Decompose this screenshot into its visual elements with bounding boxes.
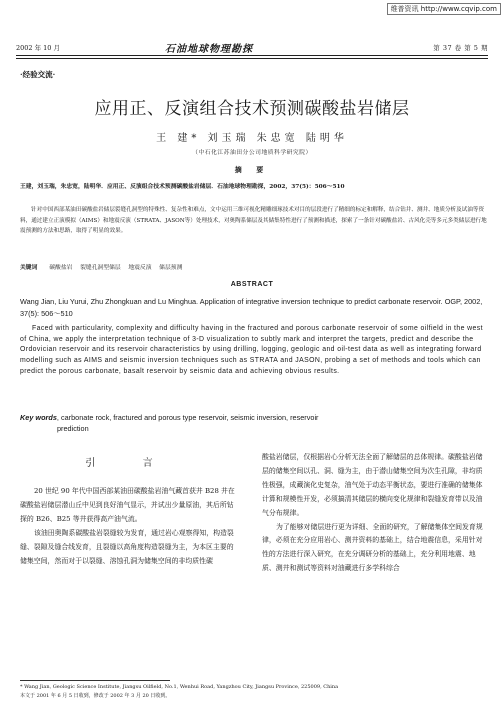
- keywords-en-line1: , carbonate rock, fractured and porous type reservoir, seismic inversion, reservoir: [56, 413, 319, 422]
- watermark-badge: 维普资讯 http://www.cqvip.com: [387, 3, 501, 15]
- abstract-body-en: Faced with particularity, complexity and difficulty having in the fractured and porous carbonate reservoir of some oilfield in the west of China, we apply the interpretation technique of 3-D visualization to subtly mark and interpret the targets, predict and describe the Ordovician reservoir and its reservoir characteristics by using drilling, logging, geologic and oil-test data as well as integrating forward modelling such as AIMS and seismic inversion techniques such as STRATA and JASON, probing a set of methods and tools which can predict the porous carbonate, basalt reservoir by seismic data and achieving obvious results.: [20, 325, 483, 375]
- keyword-item: 碳酸盐岩: [49, 265, 73, 271]
- footnote-rule: [20, 680, 170, 681]
- section-label: ·经验交流·: [20, 70, 56, 79]
- body-column-left: [20, 485, 240, 568]
- citation-cn: 王建，刘玉瑞，朱忠宽，陆明华．应用正、反演组合技术预测碳酸盐岩储层．石油地球物理勘探，2002，37(5)：506～510: [20, 184, 345, 190]
- footnote: [20, 683, 488, 700]
- keywords-en-line2: prediction: [57, 424, 89, 433]
- keywords-cn-label: 关键词: [20, 265, 38, 271]
- footnote-received: 本文于 2001 年 6 月 5 日收到，修改于 2002 年 3 月 20 日收到。: [20, 692, 171, 699]
- keywords-cn: [20, 262, 488, 271]
- paragraph: 该油田奥陶系碳酸盐岩裂缝较为发育，通过岩心观察得知，构造裂缝、裂隙及缝合线发育，且裂缝以高角度构造裂缝为主，为本区主要的储集空间，然而对于以裂缝、溶蚀孔洞为储集空间的非均质性碳: [20, 528, 234, 565]
- header-issue: 第 37 卷 第 5 期: [433, 44, 488, 52]
- footnote-author: * Wang Jian, Geologic Science Institute, Jiangsu Oilfield, No.1, Wenhui Road, Yangzhou City, Jiangsu Province, 225009, China: [20, 684, 339, 690]
- header-rule-thin: [16, 58, 488, 59]
- abstract-body-cn: 针对中国西部某油田碳酸盐岩储层裂缝孔洞型的特殊性、复杂性和难点，文中运用三维可视化精雕细琢技术对目的层段进行了精细的标定和解释，结合钻井、测井、地质分析及试油等资料，通过建立正演模拟（AIMS）和地震反演（STRATA、JASON等）处理技术，对奥陶系储层及其储集特性进行了预测和描述，探索了一条针对碳酸盐岩、古风化壳等多元多类储层进行地震预测的方法和思路，取得了明显的效果。: [20, 207, 487, 234]
- keyword-item: 地震反演: [128, 265, 152, 271]
- abstract-heading-cn: 摘 要: [234, 165, 270, 174]
- affiliation: （中石化江苏油田分公司地质科学研究院）: [192, 150, 312, 156]
- paragraph: 为了能够对储层进行更为详细、全面的研究，了解储集体空间发育规律，必须在充分应用岩心、测井资料的基础上，结合地震信息，采用针对性的方法进行深入研究，在充分调研分析的基础上，充分利用地震、地质、测井和测试等资料对油藏进行多学科综合: [262, 522, 483, 573]
- paragraph: 20 世纪 90 年代中国西部某油田碳酸盐岩油气藏首获井 B28 井在碳酸盐岩储层潜山丘中见到良好油气显示，并试出少量原油，其后所钻探的 B26、B25 等井获得高产油气流。: [20, 487, 235, 523]
- citation-en: Wang Jian, Liu Yurui, Zhu Zhongkuan and Lu Minghua. Application of integrative inversion technique to predict carbonate reservoir. OGP, 2002, 37(5): 506～510: [20, 297, 483, 318]
- keywords-en: [20, 412, 488, 434]
- header-rule: [16, 55, 488, 56]
- abstract-heading-en: ABSTRACT: [230, 281, 274, 288]
- paragraph: 酸盐岩储层，仅根据岩心分析无法全面了解储层的总体规律。碳酸盐岩储层的储集空间以孔、洞、缝为主，由于潜山储集空间为次生孔隙，非均质性极强，成藏演化史复杂，油气处于动态平衡状态，要进行准确的储集体计算和规模性开发，必须搞清其储层的横向变化规律和裂缝发育带以及油气分布规律。: [262, 453, 483, 517]
- keyword-item: 裂缝孔洞型储层: [80, 265, 121, 271]
- intro-heading: 引 言: [85, 458, 175, 469]
- keyword-item: 储层预测: [159, 265, 183, 271]
- header-date: 2002 年 10 月: [16, 44, 61, 52]
- body-column-right: [262, 451, 488, 576]
- journal-title-logo: 石油地球物理勘探: [165, 44, 253, 55]
- keywords-en-label: Key words: [20, 413, 57, 422]
- author-list: 王 建* 刘玉瑞 朱忠宽 陆明华: [156, 133, 348, 144]
- article-title: 应用正、反演组合技术预测碳酸盐岩储层: [94, 99, 410, 119]
